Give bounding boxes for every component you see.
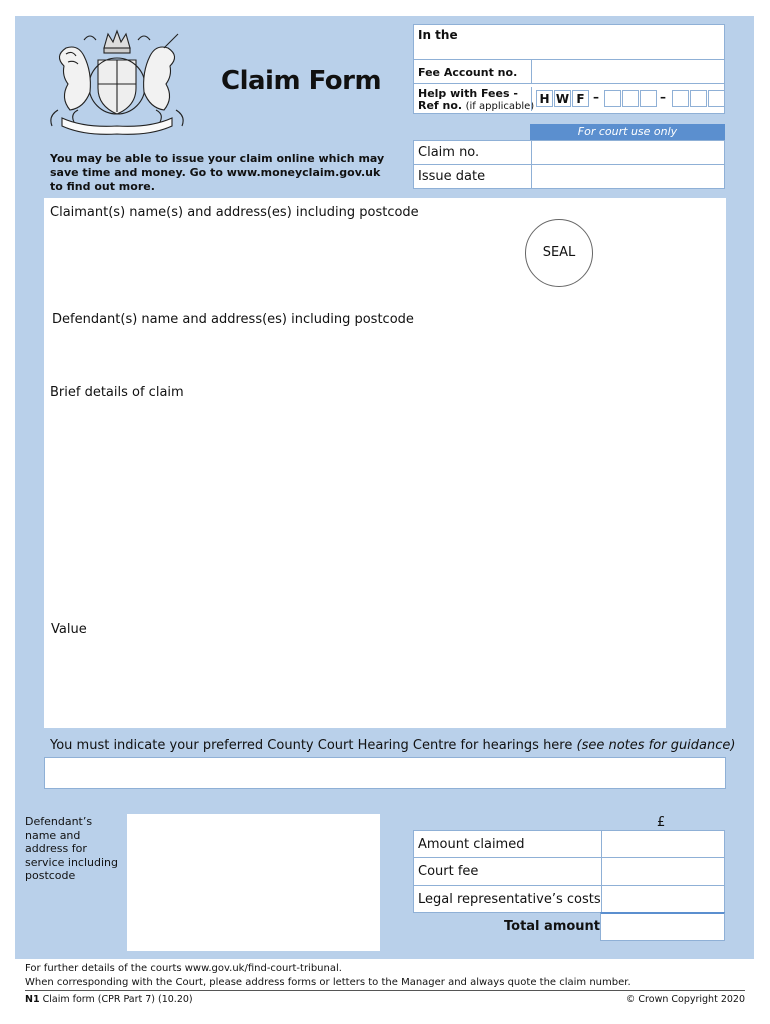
issue-date-field[interactable] [532,164,726,189]
court-fee-cell[interactable] [601,857,726,886]
court-use-label: For court use only [577,125,678,138]
legal-costs-field[interactable] [602,885,726,913]
legal-costs-label: Legal representative’s costs [418,892,601,907]
defendant-label: Defendant(s) name and address(es) including postcode [52,312,414,327]
legal-costs-cell[interactable] [601,885,726,913]
total-amount-field[interactable] [601,914,724,940]
footer-line-2: When corresponding with the Court, please address forms or letters to the Manager and always quote the claim number. [25,976,631,988]
hwf-letter-h: H [536,90,553,107]
hearing-centre-instruction [50,738,750,753]
form-reference [25,994,193,1005]
seal-label: SEAL [542,245,576,260]
claim-no-cell[interactable] [531,140,726,165]
service-label-line-2: name and [25,828,81,842]
help-with-fees-label-2 [418,99,534,112]
issue-date-cell[interactable] [531,164,726,189]
court-name-field[interactable] [413,24,725,60]
service-address-field[interactable] [131,818,380,951]
court-use-header [530,124,725,140]
copyright: © Crown Copyright 2020 [625,994,745,1005]
amount-claimed-field[interactable] [602,830,726,858]
service-label-line-3: address for [25,842,87,855]
issue-date-label: Issue date [418,169,486,184]
currency-symbol: £ [657,815,666,830]
footer-line-1: For further details of the courts www.gov.uk/find-court-tribunal. [25,963,342,974]
court-fee-row [413,857,725,886]
hwf-box-4[interactable] [672,90,689,107]
in-the-label: In the [418,28,458,42]
form-code: N1 [25,994,40,1005]
online-notice-line-2: save time and money. Go to www.moneyclaim.gov.uk [50,166,381,179]
claimant-field[interactable] [50,228,500,308]
brief-details-field[interactable] [50,408,710,613]
hearing-centre-text: You must indicate your preferred County Court Hearing Centre for hearings here [50,738,573,753]
main-claim-panel [44,198,726,728]
hearing-centre-box[interactable] [44,757,726,789]
fee-account-row [413,59,725,84]
hwf-box-1[interactable] [604,90,621,107]
service-address-label [25,815,118,883]
hwf-letter-f: F [572,90,589,107]
fee-account-label: Fee Account no. [418,66,518,79]
claimant-label: Claimant(s) name(s) and address(es) including postcode [50,205,419,220]
footer-notes [25,962,755,989]
total-amount-label: Total amount [504,919,601,934]
legal-costs-row [413,885,725,913]
if-applicable-note: (if applicable) [465,101,535,112]
hearing-centre-note: (see notes for guidance) [576,738,736,753]
service-address-box[interactable] [127,814,380,951]
hwf-letter-w: W [555,92,570,106]
online-notice [50,152,400,194]
issue-date-row [413,164,725,189]
help-with-fees-row [413,83,725,114]
amount-claimed-cell[interactable] [601,830,726,858]
hwf-box-2[interactable] [622,90,639,107]
defendant-field[interactable] [50,334,710,379]
claim-no-label: Claim no. [418,145,480,160]
footer-divider [25,990,745,991]
amount-claimed-label: Amount claimed [418,837,525,852]
court-fee-field[interactable] [602,857,726,886]
help-with-fees-label-1: Help with Fees - [418,87,518,100]
hwf-box-6[interactable] [708,90,725,107]
ref-no-label: Ref no. [418,99,463,112]
hwf-box-5[interactable] [690,90,707,107]
hwf-dash-1: – [593,90,599,104]
hwf-dash-2: – [660,90,666,104]
hearing-centre-field[interactable] [45,758,725,788]
brief-details-label: Brief details of claim [50,385,184,400]
online-notice-line-1: You may be able to issue your claim online which may [50,152,385,165]
hwf-box-3[interactable] [640,90,657,107]
service-label-line-5: postcode [25,869,76,882]
claim-no-field[interactable] [532,140,726,165]
amount-claimed-row [413,830,725,858]
service-label-line-1: Defendant’s [25,815,93,828]
court-fee-label: Court fee [418,864,479,879]
online-notice-line-3: to find out more. [50,180,155,193]
claim-no-row [413,140,725,165]
value-label: Value [51,622,87,637]
seal-circle [525,219,593,287]
royal-coat-of-arms-icon [44,26,190,138]
value-field[interactable] [50,644,710,719]
fee-account-field[interactable] [532,59,726,84]
form-name: Claim form (CPR Part 7) (10.20) [42,994,193,1005]
form-title: Claim Form [221,66,382,96]
total-amount-cell[interactable] [600,912,725,941]
service-label-line-4: service including [25,855,118,869]
fee-account-input[interactable] [531,59,726,84]
hwf-ref-boxes[interactable] [531,87,725,111]
